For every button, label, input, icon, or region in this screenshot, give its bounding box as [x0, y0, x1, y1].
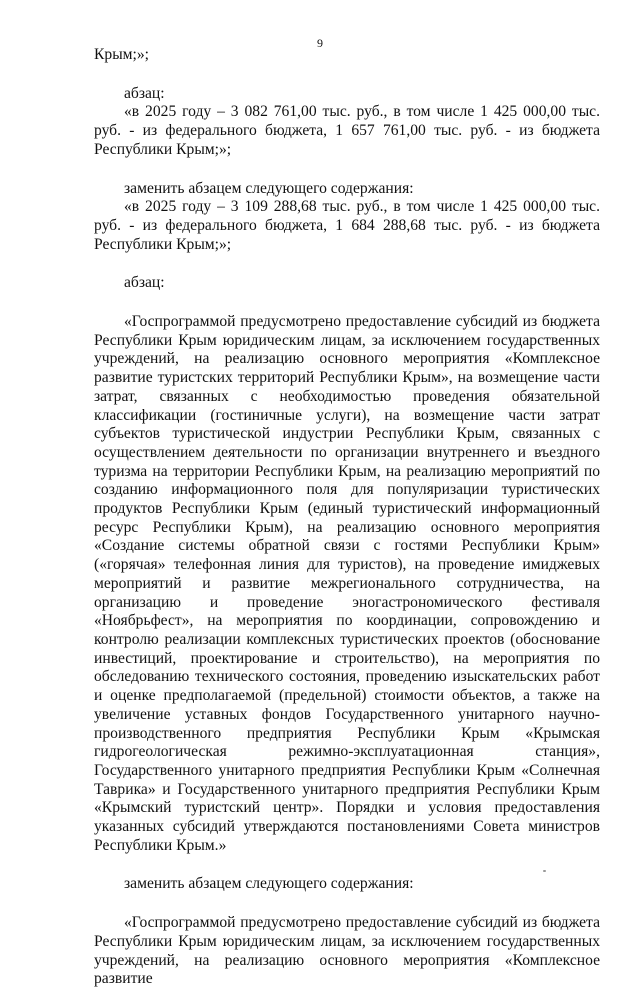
replace-instruction: заменить абзацем следующего содержания:: [124, 875, 414, 893]
quoted-old-subsidies-paragraph: «Госпрограммой предусмотрено предоставление субсидий из бюджета Республики Крым юридическим лицам, за исключением государственных учреждений, на реализацию основного мероприятия «Комплексное развитие туристских территорий Республики Крым», на возмещение части затрат, связанных с необходимостью проведения обязательной классификации (гостиничные услуги), на возмещение части затрат субъектов туристической индустрии Республики Крым, связанных с осуществлением деятельности по организации внутреннего и въездного туризма на территории Республики Крым, на реализацию мероприятий по созданию информационного поля для популяризации туристических продуктов Республики Крым (единый туристический информационный ресурс Республики Крым), на реализацию основного мероприятия «Создание системы обратной связи с гостями Республики Крым» («горячая» телефонная линия для туристов), на проведение имиджевых мероприятий и развитие межрегионального сотрудничества, на организацию и проведение эногастрономического фестиваля «Ноябрьфест», на мероприятия по координации, сопровождению и контролю реализации комплексных туристических проектов (обоснование инвестиций, проектирование и строительство), на мероприятия по обследованию технического состояния, проведению изыскательских работ и оценке предполагаемой (предельной) стоимости объектов, а также на увеличение уставных фондов Государственного унитарного научно-производственного предприятия Республики Крым «Крымская гидрогеологическая режимно-эксплуатационная станция», Государственного унитарного предприятия Республики Крым «Солнечная Таврика» и Государственного унитарного предприятия Республики Крым «Крымский туристский центр». Порядки и условия предоставления указанных субсидий утверждаются постановлениями Совета министров Республики Крым.»: [94, 313, 600, 854]
page-number: 9: [317, 36, 323, 50]
carryover-line: Крым;»;: [94, 46, 150, 63]
quoted-old-text-2025: «в 2025 году – 3 082 761,00 тыс. руб., в том числе 1 425 000,00 тыс. руб. - из федерального бюджета, 1 657 761,00 тыс. руб. - из бюджета Республики Крым;»;: [94, 103, 600, 158]
quoted-new-text-2025: «в 2025 году – 3 109 288,68 тыс. руб., в том числе 1 425 000,00 тыс. руб. - из федерального бюджета, 1 684 288,68 тыс. руб. - из бюджета Республики Крым;»;: [94, 198, 600, 253]
quoted-new-subsidies-paragraph: «Госпрограммой предусмотрено предоставление субсидий из бюджета Республики Крым юридическим лицам, за исключением государственных учреждений, на реализацию основного мероприятия «Комплексное развитие: [94, 914, 600, 988]
scan-speck: [543, 870, 546, 872]
paragraph-label: абзац:: [124, 84, 165, 102]
document-body: [94, 46, 600, 989]
paragraph-label: абзац:: [124, 274, 165, 292]
replace-instruction: заменить абзацем следующего содержания:: [124, 179, 414, 197]
